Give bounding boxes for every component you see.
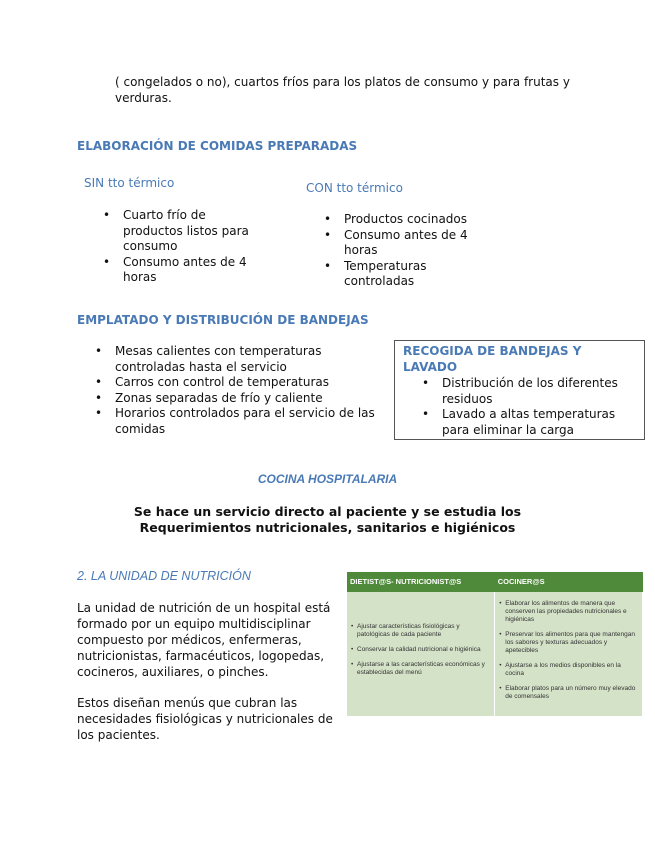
- list-item: • Ajustarse a los medios disponibles en la cocina: [499, 662, 638, 678]
- con-tto-title: CON tto térmico: [306, 181, 403, 195]
- unidad-para-2: Estos diseñan menús que cubran las necesidades fisiológicas y nutricionales de los pacientes.: [77, 696, 333, 742]
- bullet-icon: •: [95, 390, 103, 405]
- bullet-icon: •: [103, 254, 111, 269]
- list-item: • Consumo antes de 4 horas: [103, 254, 247, 284]
- list-item: • Ajustar características fisiológicas y patológicas de cada paciente: [351, 623, 490, 639]
- intro-line-2: verduras.: [115, 90, 172, 105]
- bullet-icon: •: [324, 258, 332, 273]
- list-item: • Horarios controlados para el servicio de las comidas: [95, 406, 375, 436]
- bullet-icon: •: [103, 208, 111, 222]
- list-item: • Preservar los alimentos para que mantengan los sabores y texturas adecuados y apetecibles: [499, 631, 638, 655]
- recogida-box: [394, 340, 645, 440]
- table-cell-cocineros: [495, 592, 643, 717]
- unidad-para-1: La unidad de nutrición de un hospital está formado por un equipo multidisciplinar compuesto por médicos, enfermeras, nutricionistas, farmacéuticos, logopedas, cocineros, auxiliares, o pinches.: [77, 601, 331, 679]
- unidad-heading: 2. LA UNIDAD DE NUTRICIÓN: [77, 569, 251, 583]
- list-item: • Temperaturas controladas: [324, 258, 427, 288]
- bullet-icon: •: [95, 375, 103, 389]
- bullet-icon: •: [324, 227, 332, 242]
- recogida-list: [422, 376, 637, 438]
- emplatado-list: [95, 344, 380, 437]
- intro-text: [115, 75, 585, 106]
- list-item: • Ajustarse a las características económicas y establecidas del menú: [351, 661, 490, 677]
- elaboracion-heading: ELABORACIÓN DE COMIDAS PREPARADAS: [77, 139, 358, 153]
- bullet-icon: •: [422, 376, 430, 390]
- table-cell-dietistas: [347, 592, 495, 717]
- list-item: • Lavado a altas temperaturas para eliminar la carga: [422, 407, 616, 437]
- intro-line-1: ( congelados o no), cuartos fríos para los platos de consumo y para frutas y: [115, 75, 570, 89]
- list-item: • Carros con control de temperaturas: [95, 375, 330, 389]
- bullet-icon: •: [422, 407, 430, 421]
- sin-tto-list: [103, 208, 258, 286]
- table-header-dietistas: DIETIST@S- NUTRICIONIST@S: [347, 572, 495, 592]
- table-header-cocineros: COCINER@S: [495, 572, 643, 592]
- sin-tto-title: SIN tto térmico: [84, 176, 175, 190]
- cocina-statement: Se hace un servicio directo al paciente y se estudia los Requerimientos nutricionales, sanitarios e higiénicos: [133, 504, 522, 535]
- list-item: • Elaborar los alimentos de manera que conserven las propiedades nutricionales e higiénicas: [499, 600, 638, 624]
- list-item: • Cuarto frío de productos listos para consumo: [103, 208, 249, 253]
- nutrition-table: [347, 572, 643, 716]
- bullet-icon: •: [324, 212, 332, 226]
- list-item: • Zonas separadas de frío y caliente: [95, 390, 323, 405]
- recogida-heading: RECOGIDA DE BANDEJAS Y LAVADO: [403, 344, 582, 374]
- con-tto-list: [324, 212, 479, 290]
- list-item: • Consumo antes de 4 horas: [324, 227, 468, 257]
- emplatado-heading: EMPLATADO Y DISTRIBUCIÓN DE BANDEJAS: [77, 313, 369, 327]
- list-item: • Conservar la calidad nutricional e higiénica: [351, 646, 490, 654]
- bullet-icon: •: [95, 406, 103, 420]
- roles-table: [347, 572, 643, 716]
- cocina-title: COCINA HOSPITALARIA: [257, 472, 398, 486]
- bullet-icon: •: [95, 344, 103, 358]
- list-item: • Distribución de los diferentes residuos: [422, 376, 618, 406]
- list-item: • Elaborar platos para un número muy elevado de comensales: [499, 685, 638, 701]
- list-item: • Productos cocinados: [324, 212, 468, 226]
- list-item: • Mesas calientes con temperaturas controladas hasta el servicio: [95, 344, 322, 374]
